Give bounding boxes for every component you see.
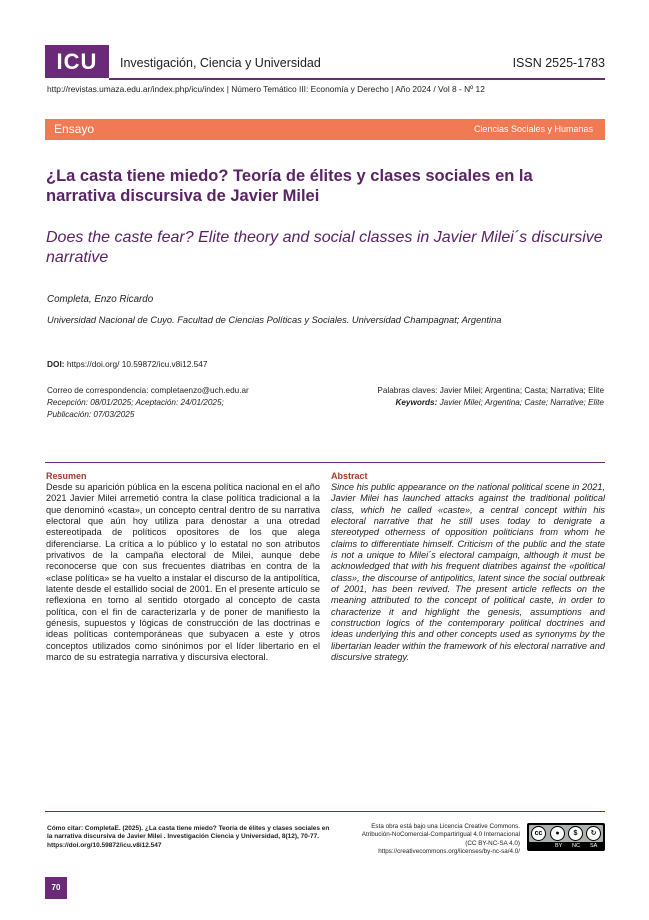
license-line-3: (CC BY-NC-SA 4.0) xyxy=(465,839,520,847)
abstract-english xyxy=(331,471,605,664)
abstract-en-text: Since his public appearance on the national political scene in 2021, Javier Milei has launched attacks against the traditional political class, which he called «caste», a central concept within his electoral narrative that he still uses today to denigrate a stereotyped otherness of opposition politicians from whom he claims to differentiate himself. Criticism of the public and the state is not a unique to Milei´s electoral campaign, although it must be acknowledged that with his frequent diatribes against the «political class», the discourse of antipolitics, latent since the social outbreak of 2001, has been revived. The present article reflects on the meaning attributed to the concept of political caste, in order to characterize it and highlight the genesis, assumptions and construction logics of the contemporary political doctrines and ideas underlying this and other concepts used as synonyms by the libertarian leader within the framework of his electoral narrative and discursive strategy. xyxy=(331,482,605,663)
dates: Recepción: 08/01/2025; Aceptación: 24/01/2025; xyxy=(47,398,224,407)
correspondence-email[interactable]: completaenzo@uch.edu.ar xyxy=(148,386,249,395)
noncommercial-icon: $ xyxy=(568,826,583,841)
keywords-en-values: Javier Milei; Argentina; Caste; Narrative; Elite xyxy=(437,398,604,407)
page-number: 70 xyxy=(45,877,67,899)
header-divider xyxy=(109,78,605,80)
footer-divider xyxy=(45,811,605,812)
metadata-right xyxy=(377,385,604,409)
cc-icon: cc xyxy=(531,826,546,841)
keywords-en xyxy=(377,397,604,409)
title-spanish: ¿La casta tiene miedo? Teoría de élites y clases sociales en la narrativa discursiva de Javier Milei xyxy=(46,167,533,205)
license-line-2: Atribución-NoComercial-CompartirIgual 4.0 Internacional xyxy=(361,831,520,839)
correspondence xyxy=(47,385,249,397)
how-to-cite: Cómo citar: CompletaE. (2025). ¿La casta tiene miedo? Teoría de élites y clases sociales en la narrativa discursiva de Javier Milei . Investigación Ciencia y Universidad, 8(12), 70-77. https://doi.org/10.59872/icu.v8i12.547 xyxy=(47,825,330,849)
journal-url-line[interactable]: http://revistas.umaza.edu.ar/index.php/icu/index | Número Temático III: Economía y Derecho | Año 2024 / Vol 8 - Nº 12 xyxy=(47,84,485,94)
cc-tag-sa: SA xyxy=(590,843,598,849)
cc-license-badge[interactable] xyxy=(527,823,605,851)
license-url[interactable]: https://creativecommons.org/licenses/by-nc-sa/4.0/ xyxy=(378,847,520,855)
cc-icons xyxy=(529,825,603,842)
keywords-es-label: Palabras claves: xyxy=(377,386,438,395)
doi-label: DOI: xyxy=(47,359,65,369)
sharealike-icon: ↻ xyxy=(586,826,601,841)
section-type: Ensayo xyxy=(54,122,95,136)
section-bar xyxy=(45,119,605,140)
doi[interactable] xyxy=(47,359,208,369)
abstract-es-heading: Resumen xyxy=(46,471,87,481)
title-english: Does the caste fear? Elite theory and social classes in Javier Milei´s discursive narrative xyxy=(46,229,603,266)
author: Completa, Enzo Ricardo xyxy=(47,294,154,305)
abstract-en-heading: Abstract xyxy=(331,471,368,481)
abstract-es-text: Desde su aparición pública en la escena política nacional en el año 2021 Javier Milei arremetió contra la clase política tradicional a la que denominó «casta», un concepto central dentro de su narrativa electoral que aún hoy utiliza para denostar a una otredad estereotipada de políticos opositores de los que alega diferenciarse. La crítica a lo público y lo estatal no son atributos privativos de la campaña electoral de Milei, aunque debe reconocerse que con sus frecuentes diatribas en contra de la «clase política» se ha vuelto a instalar el discurso de la antipolítica, latente desde el estallido social de 2001. En el presente artículo se reflexiona en torno al sentido otorgado al concepto de casta política, con el fin de caracterizarla y de poner de manifiesto la génesis, supuestos y lógicas de construcción de las doctrinas e ideas políticas contemporáneas que subyacen a este y otros conceptos utilizados como sinónimos por el líder libertario en el marco de su estrategia narrativa y discursiva electoral. xyxy=(46,482,320,663)
cc-tags xyxy=(527,842,605,851)
license-text xyxy=(330,823,520,856)
keywords-es-values: Javier Milei; Argentina; Casta; Narrativa; Elite xyxy=(437,386,604,395)
doi-link[interactable]: https://doi.org/ 10.59872/icu.v8i12.547 xyxy=(64,359,208,369)
affiliation: Universidad Nacional de Cuyo. Facultad de Ciencias Políticas y Sociales. Universidad Champagnat; Argentina xyxy=(47,315,502,325)
publication-date: Publicación: 07/03/2025 xyxy=(47,410,135,419)
metadata-left xyxy=(47,385,249,421)
issn: ISSN 2525-1783 xyxy=(512,56,605,70)
cc-tag-nc: NC xyxy=(572,843,580,849)
keywords-en-label: Keywords: xyxy=(395,398,438,407)
journal-logo: ICU xyxy=(45,45,109,78)
cc-tag-by: BY xyxy=(555,843,563,849)
section-area: Ciencias Sociales y Humanas xyxy=(473,124,593,134)
license-line-1: Esta obra está bajo una Licencia Creative Commons. xyxy=(371,823,520,830)
keywords-es xyxy=(377,385,604,397)
journal-name: Investigación, Ciencia y Universidad xyxy=(120,56,321,70)
attribution-icon: ● xyxy=(550,826,565,841)
abstract-divider xyxy=(45,462,605,463)
abstract-spanish xyxy=(46,471,320,664)
correspondence-label: Correo de correspondencia: xyxy=(47,386,149,395)
